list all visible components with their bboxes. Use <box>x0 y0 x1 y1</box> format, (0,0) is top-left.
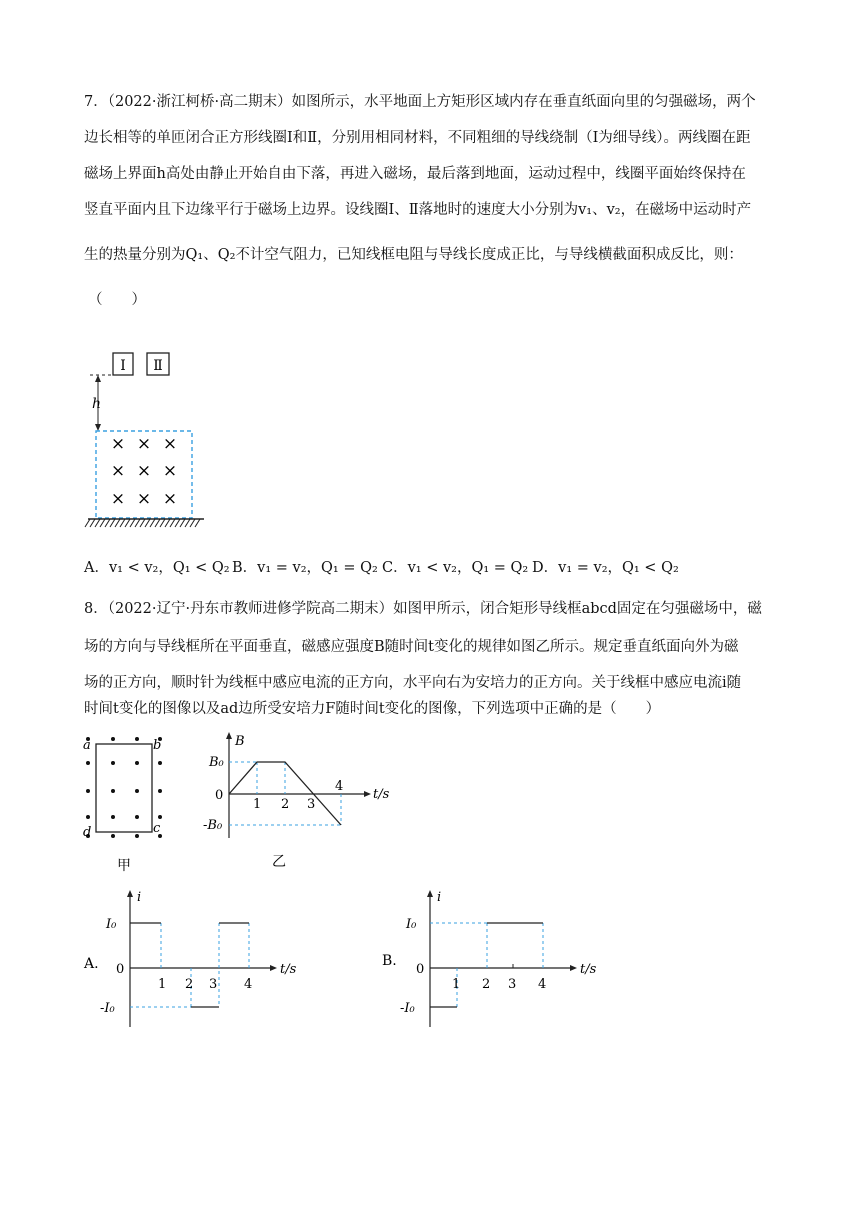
origin-label: 0 <box>116 962 125 977</box>
neg-b0-label: -B₀ <box>203 818 223 833</box>
q7-answer-blank: （ ） <box>88 292 146 308</box>
hatch-line <box>185 519 190 527</box>
coil-2-label: Ⅱ <box>153 358 163 374</box>
field-dot <box>111 834 115 838</box>
field-dot <box>158 815 162 819</box>
rectangular-loop-abcd <box>96 744 152 832</box>
h-arrow-head-down <box>95 424 101 431</box>
option-a-label[interactable]: A. <box>84 956 99 972</box>
field-dot <box>135 834 139 838</box>
field-out-of-page-dots <box>86 737 162 838</box>
t-axis-label: t/s <box>373 787 390 802</box>
hatch-line <box>165 519 170 527</box>
hatch-line <box>145 519 150 527</box>
origin-label: 0 <box>215 788 224 803</box>
hatch-line <box>155 519 160 527</box>
tick-3: 3 <box>508 977 517 992</box>
field-dot <box>86 815 90 819</box>
b0-label: B₀ <box>209 755 224 770</box>
field-into-page-marks <box>111 434 177 509</box>
q8-line4: 时间t变化的图像以及ad边所受安培力F随时间t变化的图像，下列选项中正确的是（ ） <box>84 701 661 717</box>
q8-option-b-graph[interactable] <box>380 885 620 1030</box>
hatch-line <box>125 519 130 527</box>
h-label: h <box>92 396 102 412</box>
q8-figure-yi <box>195 728 395 873</box>
x-mark: × <box>110 489 126 509</box>
tick-1: 1 <box>452 977 461 992</box>
q7-option-a[interactable]: A．v₁ < v₂，Q₁ < Q₂ <box>84 560 230 576</box>
hatch-line <box>175 519 180 527</box>
i-axis-label: i <box>137 890 142 905</box>
i0-label: I₀ <box>106 917 117 932</box>
tick-3: 3 <box>307 797 316 812</box>
q7-line2: 边长相等的单匝闭合正方形线圈Ⅰ和Ⅱ，分别用相同材料，不同粗细的导线绕制（Ⅰ为细导线）。两线圈在距 <box>84 130 751 146</box>
q7-line3: 磁场上界面h高处由静止开始自由下落，再进入磁场，最后落到地面，运动过程中，线圈平面始终保持在 <box>84 166 746 182</box>
hatch-line <box>150 519 155 527</box>
q7-option-b[interactable]: B．v₁ = v₂，Q₁ = Q₂ <box>232 560 378 576</box>
x-mark: × <box>162 461 178 481</box>
hatch-line <box>170 519 175 527</box>
i-axis-arrow <box>427 890 433 897</box>
i-axis-arrow <box>127 890 133 897</box>
field-dot <box>86 761 90 765</box>
b-axis-label: B <box>235 734 245 749</box>
x-mark: × <box>136 434 152 454</box>
field-dot <box>135 815 139 819</box>
hatch-line <box>85 519 90 527</box>
hatch-line <box>90 519 95 527</box>
field-dot <box>111 737 115 741</box>
q8-line2: 场的方向与导线框所在平面垂直，磁感应强度B随时间t变化的规律如图乙所示。规定垂直纸面向外为磁 <box>84 639 739 655</box>
tick-2: 2 <box>482 977 491 992</box>
field-dot <box>111 761 115 765</box>
field-dot <box>135 789 139 793</box>
t-axis-arrow <box>364 791 371 797</box>
i-axis-label: i <box>437 890 442 905</box>
x-mark: × <box>110 461 126 481</box>
field-dot <box>111 789 115 793</box>
q7-option-c[interactable]: C．v₁ < v₂，Q₁ = Q₂ <box>382 560 529 576</box>
t-axis-arrow <box>570 965 577 971</box>
caption-yi: 乙 <box>272 854 286 870</box>
q8-figure-jia <box>80 732 170 877</box>
h-arrow-head-up <box>95 375 101 382</box>
vertex-d: d <box>83 825 92 840</box>
tick-1: 1 <box>253 797 262 812</box>
option-b-label[interactable]: B. <box>382 953 397 969</box>
x-mark: × <box>162 489 178 509</box>
field-dot <box>135 737 139 741</box>
field-dot <box>158 761 162 765</box>
ground-hatching <box>85 519 200 527</box>
vertex-c: c <box>153 821 161 836</box>
coil-1-label: Ⅰ <box>120 358 126 374</box>
vertex-b: b <box>153 738 162 753</box>
tick-1: 1 <box>158 977 167 992</box>
tick-4: 4 <box>244 977 253 992</box>
hatch-line <box>180 519 185 527</box>
tick-2: 2 <box>185 977 194 992</box>
neg-i0-label: -I₀ <box>400 1001 415 1016</box>
b-axis-arrow <box>226 732 232 739</box>
neg-i0-label: -I₀ <box>100 1001 115 1016</box>
field-dot <box>111 815 115 819</box>
vertex-a: a <box>83 738 91 753</box>
x-mark: × <box>136 461 152 481</box>
hatch-line <box>95 519 100 527</box>
tick-4: 4 <box>335 779 344 794</box>
hatch-line <box>115 519 120 527</box>
hatch-line <box>140 519 145 527</box>
hatch-line <box>105 519 110 527</box>
t-axis-arrow <box>270 965 277 971</box>
q7-line5: 生的热量分别为Q₁、Q₂不计空气阻力，已知线框电阻与导线长度成正比，与导线横截面积成反比，则： <box>84 247 743 263</box>
tick-3: 3 <box>209 977 218 992</box>
x-mark: × <box>110 434 126 454</box>
i0-label: I₀ <box>406 917 417 932</box>
q8-option-a-graph[interactable] <box>80 885 320 1030</box>
tick-2: 2 <box>281 797 290 812</box>
t-axis-label: t/s <box>580 962 597 977</box>
q7-option-d[interactable]: D．v₁ = v₂，Q₁ < Q₂ <box>532 560 679 576</box>
field-dot <box>158 789 162 793</box>
field-dot <box>135 761 139 765</box>
hatch-line <box>195 519 200 527</box>
hatch-line <box>130 519 135 527</box>
hatch-line <box>190 519 195 527</box>
q7-figure <box>80 345 220 535</box>
t-axis-label: t/s <box>280 962 297 977</box>
hatch-line <box>100 519 105 527</box>
hatch-line <box>110 519 115 527</box>
tick-4: 4 <box>538 977 547 992</box>
x-mark: × <box>136 489 152 509</box>
caption-jia: 甲 <box>117 858 131 874</box>
hatch-line <box>160 519 165 527</box>
x-mark: × <box>162 434 178 454</box>
hatch-line <box>135 519 140 527</box>
origin-label: 0 <box>416 962 425 977</box>
field-dot <box>86 789 90 793</box>
q8-line1: 8．（2022·辽宁·丹东市教师进修学院高二期末）如图甲所示，闭合矩形导线框abcd固定在匀强磁场中，磁 <box>84 601 762 617</box>
q7-line1: 7．（2022·浙江柯桥·高二期末）如图所示，水平地面上方矩形区域内存在垂直纸面向里的匀强磁场，两个 <box>84 94 756 110</box>
hatch-line <box>120 519 125 527</box>
q7-line4: 竖直平面内且下边缘平行于磁场上边界。设线圈Ⅰ、Ⅱ落地时的速度大小分别为v₁、v₂，在磁场中运动时产 <box>84 202 752 218</box>
q8-line3: 场的正方向，顺时针为线框中感应电流的正方向，水平向右为安培力的正方向。关于线框中感应电流i随 <box>84 675 742 691</box>
